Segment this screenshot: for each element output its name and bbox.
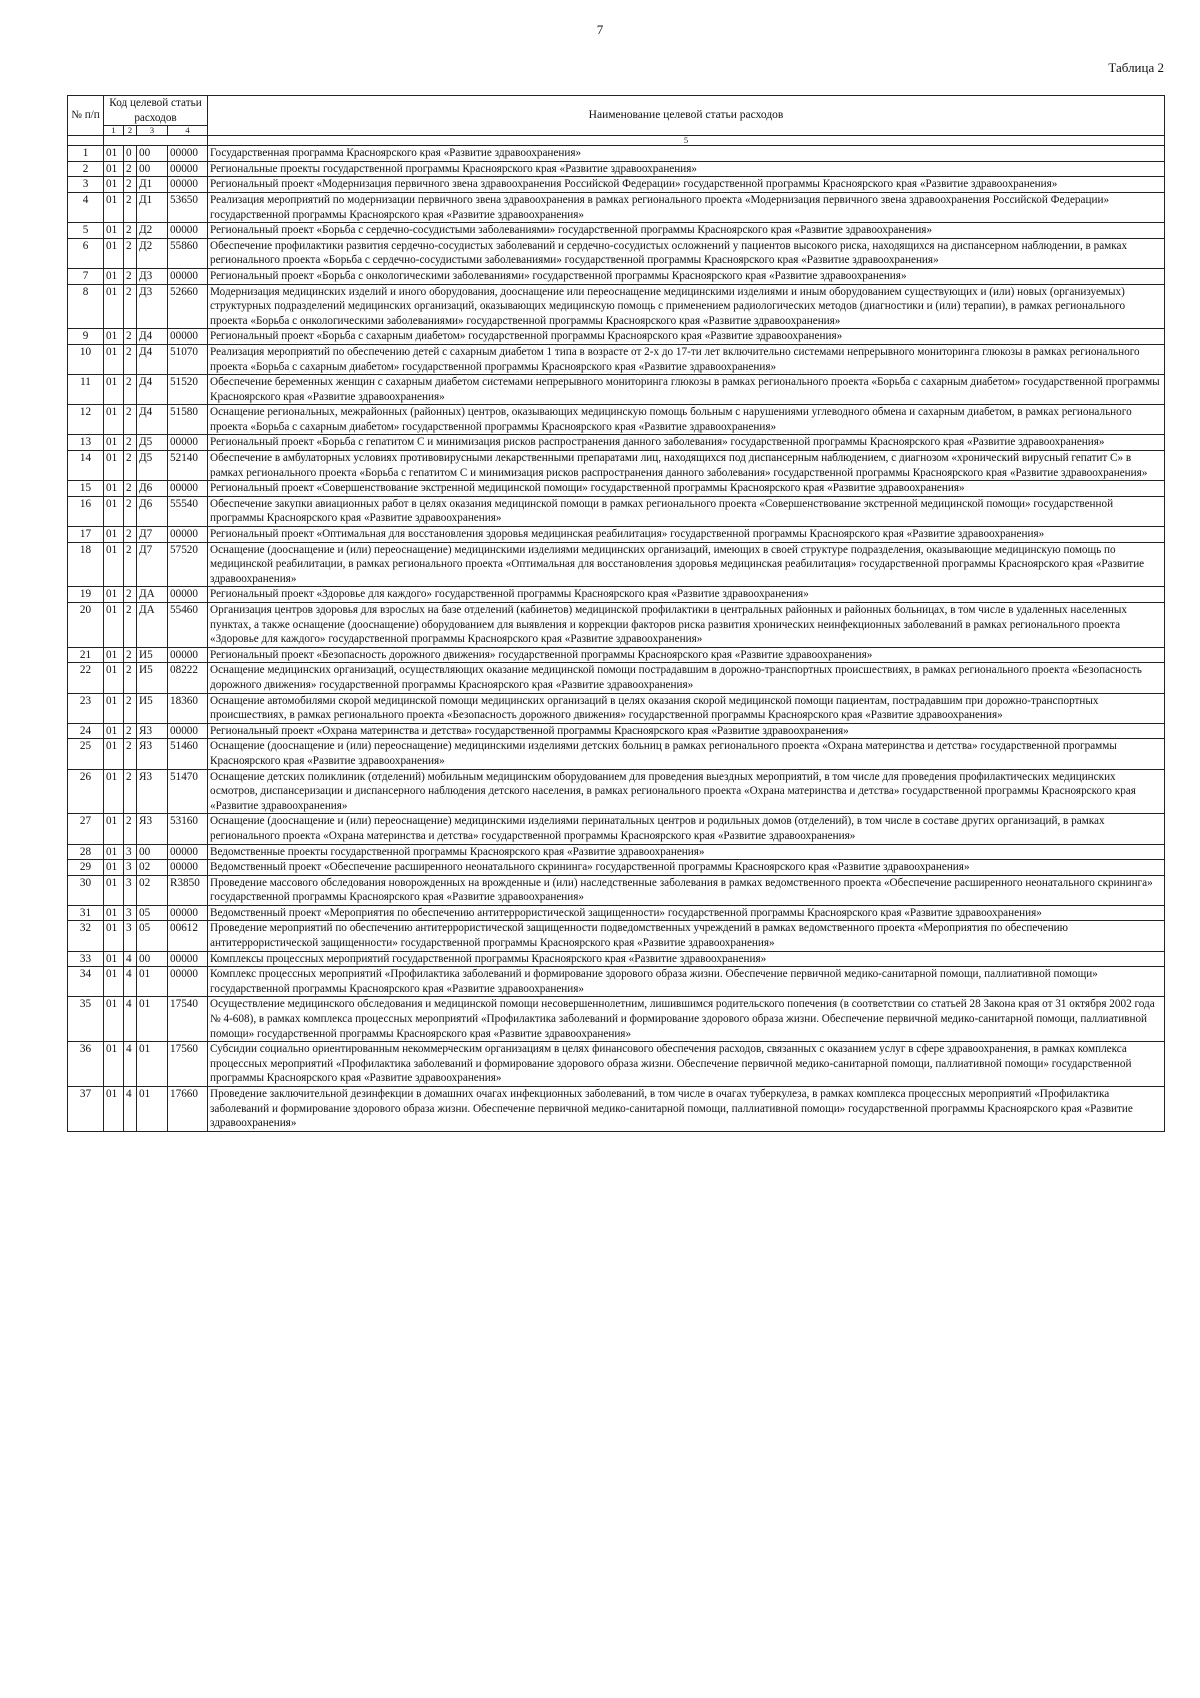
code-subprogram: 2 bbox=[124, 238, 137, 268]
code-program: 01 bbox=[104, 875, 124, 905]
code-subprogram: 2 bbox=[124, 375, 137, 405]
code-project: И5 bbox=[137, 647, 168, 663]
code-program: 01 bbox=[104, 647, 124, 663]
table-row bbox=[68, 860, 1165, 876]
code-direction: 00612 bbox=[168, 921, 208, 951]
code-direction: 51070 bbox=[168, 344, 208, 374]
code-subprogram: 0 bbox=[124, 146, 137, 162]
expenditure-name: Региональный проект «Борьба с сахарным диабетом» государственной программы Красноярского края «Развитие здравоохранения» bbox=[208, 329, 1165, 345]
code-subprogram: 4 bbox=[124, 1042, 137, 1087]
code-direction: 00000 bbox=[168, 587, 208, 603]
code-project: Д5 bbox=[137, 435, 168, 451]
column-number-empty bbox=[68, 136, 104, 146]
code-direction: 00000 bbox=[168, 967, 208, 997]
code-program: 01 bbox=[104, 1042, 124, 1087]
code-project: Д4 bbox=[137, 375, 168, 405]
code-subprogram: 2 bbox=[124, 647, 137, 663]
table-row bbox=[68, 967, 1165, 997]
row-number: 20 bbox=[68, 603, 104, 648]
expenditure-name: Обеспечение профилактики развития сердечно-сосудистых заболеваний и сердечно-сосудистых осложнений у пациентов высокого риска, находящихся на диспансерном наблюдении, в рамках регионального проекта «Борьба с сердечно-сосудистыми заболеваниями» государственной программы Красноярского края «Развитие здравоохранения» bbox=[208, 238, 1165, 268]
row-number: 28 bbox=[68, 844, 104, 860]
table-row bbox=[68, 192, 1165, 222]
code-direction: 17660 bbox=[168, 1087, 208, 1132]
code-project: Д1 bbox=[137, 177, 168, 193]
expenditure-name: Осуществление медицинского обследования и медицинской помощи несовершеннолетним, лишившимся родительского попечения (в соответствии со статьей 28 Закона края от 31 октября 2002 года № 4-608), в рамках комплекса процессных мероприятий «Профилактика заболеваний и формирование здорового образа жизни. Обеспечение первичной медико-санитарной помощи, паллиативной помощи» государственной программы Красноярского края «Развитие здравоохранения» bbox=[208, 997, 1165, 1042]
row-number: 17 bbox=[68, 527, 104, 543]
code-program: 01 bbox=[104, 951, 124, 967]
code-subprogram: 2 bbox=[124, 329, 137, 345]
row-number: 23 bbox=[68, 693, 104, 723]
table-row bbox=[68, 647, 1165, 663]
code-direction: 00000 bbox=[168, 435, 208, 451]
code-subprogram: 4 bbox=[124, 997, 137, 1042]
code-program: 01 bbox=[104, 997, 124, 1042]
code-program: 01 bbox=[104, 192, 124, 222]
table-row bbox=[68, 435, 1165, 451]
table-row bbox=[68, 951, 1165, 967]
code-subprogram: 3 bbox=[124, 921, 137, 951]
code-subprogram: 2 bbox=[124, 177, 137, 193]
expenditure-name: Региональный проект «Борьба с сердечно-сосудистыми заболеваниями» государственной программы Красноярского края «Развитие здравоохранения» bbox=[208, 223, 1165, 239]
code-subprogram: 4 bbox=[124, 967, 137, 997]
code-direction: 52660 bbox=[168, 284, 208, 329]
code-subprogram: 2 bbox=[124, 693, 137, 723]
header-code: Код целевой статьи расходов bbox=[104, 96, 208, 126]
row-number: 32 bbox=[68, 921, 104, 951]
code-program: 01 bbox=[104, 161, 124, 177]
column-number: 2 bbox=[124, 126, 137, 136]
code-direction: 53160 bbox=[168, 814, 208, 844]
code-project: Д4 bbox=[137, 329, 168, 345]
table-row bbox=[68, 663, 1165, 693]
code-project: Д5 bbox=[137, 451, 168, 481]
code-project: 00 bbox=[137, 844, 168, 860]
table-row bbox=[68, 844, 1165, 860]
row-number: 18 bbox=[68, 542, 104, 587]
expenditure-name: Оснащение автомобилями скорой медицинской помощи медицинских организаций в целях оказания скорой медицинской помощи пациентам, пострадавшим при дорожно-транспортных происшествиях, в рамках регионального проекта «Безопасность дорожного движения» государственной программы Красноярского края «Развитие здравоохранения» bbox=[208, 693, 1165, 723]
expenditure-name: Обеспечение беременных женщин с сахарным диабетом системами непрерывного мониторинга глюкозы в рамках регионального проекта «Борьба с сахарным диабетом» государственной программы Красноярского края «Развитие здравоохранения» bbox=[208, 375, 1165, 405]
table-label: Таблица 2 bbox=[1108, 60, 1164, 75]
row-number: 33 bbox=[68, 951, 104, 967]
row-number: 11 bbox=[68, 375, 104, 405]
code-program: 01 bbox=[104, 739, 124, 769]
code-program: 01 bbox=[104, 860, 124, 876]
code-project: ДА bbox=[137, 587, 168, 603]
code-direction: 18360 bbox=[168, 693, 208, 723]
code-program: 01 bbox=[104, 405, 124, 435]
row-number: 8 bbox=[68, 284, 104, 329]
expenditure-name: Реализация мероприятий по модернизации первичного звена здравоохранения в рамках регионального проекта «Модернизация первичного звена здравоохранения Российской Федерации» государственной программы Красноярского края «Развитие здравоохранения» bbox=[208, 192, 1165, 222]
expenditure-name: Региональный проект «Безопасность дорожного движения» государственной программы Красноярского края «Развитие здравоохранения» bbox=[208, 647, 1165, 663]
expenditure-name: Субсидии социально ориентированным некоммерческим организациям в целях финансового обеспечения расходов, связанных с оказанием услуг в сфере здравоохранения, в рамках комплекса процессных мероприятий «Профилактика заболеваний и формирование здорового образа жизни. Обеспечение первичной медико-санитарной помощи, паллиативной помощи» государственной программы Красноярского края «Развитие здравоохранения» bbox=[208, 1042, 1165, 1087]
code-subprogram: 2 bbox=[124, 814, 137, 844]
code-program: 01 bbox=[104, 844, 124, 860]
column-number: 3 bbox=[137, 126, 168, 136]
table-row bbox=[68, 921, 1165, 951]
code-direction: 51520 bbox=[168, 375, 208, 405]
expenditure-name: Региональный проект «Оптимальная для восстановления здоровья медицинская реабилитация» государственной программы Красноярского края «Развитие здравоохранения» bbox=[208, 527, 1165, 543]
code-program: 01 bbox=[104, 344, 124, 374]
code-subprogram: 2 bbox=[124, 161, 137, 177]
expenditure-table bbox=[67, 95, 1165, 1132]
table-body bbox=[68, 146, 1165, 1132]
row-number: 26 bbox=[68, 769, 104, 814]
code-direction: 51580 bbox=[168, 405, 208, 435]
table-row bbox=[68, 527, 1165, 543]
code-program: 01 bbox=[104, 284, 124, 329]
row-number: 16 bbox=[68, 496, 104, 526]
code-direction: 00000 bbox=[168, 723, 208, 739]
code-project: И5 bbox=[137, 663, 168, 693]
code-direction: 00000 bbox=[168, 527, 208, 543]
column-number-row-2 bbox=[68, 136, 1165, 146]
table-row bbox=[68, 723, 1165, 739]
code-project: Д6 bbox=[137, 496, 168, 526]
code-project: Д7 bbox=[137, 542, 168, 587]
expenditure-name: Оснащение (дооснащение и (или) переоснащение) медицинскими изделиями перинатальных центров и родильных домов (отделений), в том числе в составе других организаций, в рамках регионального проекта «Охрана материнства и детства» государственной программы Красноярского края «Развитие здравоохранения» bbox=[208, 814, 1165, 844]
code-program: 01 bbox=[104, 723, 124, 739]
row-number: 14 bbox=[68, 451, 104, 481]
code-project: 05 bbox=[137, 905, 168, 921]
expenditure-name: Комплексы процессных мероприятий государственной программы Красноярского края «Развитие здравоохранения» bbox=[208, 951, 1165, 967]
code-program: 01 bbox=[104, 1087, 124, 1132]
table-row bbox=[68, 329, 1165, 345]
code-project: Д4 bbox=[137, 344, 168, 374]
code-program: 01 bbox=[104, 223, 124, 239]
code-subprogram: 2 bbox=[124, 663, 137, 693]
code-subprogram: 2 bbox=[124, 603, 137, 648]
code-project: Я3 bbox=[137, 739, 168, 769]
row-number: 9 bbox=[68, 329, 104, 345]
code-project: 00 bbox=[137, 951, 168, 967]
expenditure-name: Региональный проект «Совершенствование экстренной медицинской помощи» государственной программы Красноярского края «Развитие здравоохранения» bbox=[208, 481, 1165, 497]
code-project: 02 bbox=[137, 860, 168, 876]
code-project: 01 bbox=[137, 967, 168, 997]
code-project: Д7 bbox=[137, 527, 168, 543]
code-direction: 51470 bbox=[168, 769, 208, 814]
expenditure-name: Государственная программа Красноярского края «Развитие здравоохранения» bbox=[208, 146, 1165, 162]
code-subprogram: 2 bbox=[124, 481, 137, 497]
code-direction: 00000 bbox=[168, 161, 208, 177]
column-number: 4 bbox=[168, 126, 208, 136]
table-row bbox=[68, 875, 1165, 905]
code-direction: 00000 bbox=[168, 647, 208, 663]
table-row bbox=[68, 375, 1165, 405]
table-row bbox=[68, 542, 1165, 587]
code-direction: 52140 bbox=[168, 451, 208, 481]
code-subprogram: 2 bbox=[124, 435, 137, 451]
column-number: 5 bbox=[208, 136, 1165, 146]
code-direction: 51460 bbox=[168, 739, 208, 769]
table-row bbox=[68, 587, 1165, 603]
row-number: 2 bbox=[68, 161, 104, 177]
code-program: 01 bbox=[104, 905, 124, 921]
code-direction: 00000 bbox=[168, 177, 208, 193]
code-project: Д4 bbox=[137, 405, 168, 435]
table-row bbox=[68, 238, 1165, 268]
code-direction: 00000 bbox=[168, 329, 208, 345]
code-project: 00 bbox=[137, 161, 168, 177]
table-row bbox=[68, 997, 1165, 1042]
code-direction: 55860 bbox=[168, 238, 208, 268]
row-number: 7 bbox=[68, 268, 104, 284]
code-subprogram: 2 bbox=[124, 268, 137, 284]
table-row bbox=[68, 814, 1165, 844]
code-direction: 00000 bbox=[168, 481, 208, 497]
code-direction: R3850 bbox=[168, 875, 208, 905]
code-program: 01 bbox=[104, 496, 124, 526]
code-project: Я3 bbox=[137, 769, 168, 814]
code-program: 01 bbox=[104, 435, 124, 451]
code-subprogram: 2 bbox=[124, 405, 137, 435]
code-direction: 55460 bbox=[168, 603, 208, 648]
code-project: Д3 bbox=[137, 284, 168, 329]
expenditure-name: Региональный проект «Борьба с гепатитом С и минимизация рисков распространения данного заболевания» государственной программы Красноярского края «Развитие здравоохранения» bbox=[208, 435, 1165, 451]
code-subprogram: 2 bbox=[124, 527, 137, 543]
code-subprogram: 2 bbox=[124, 192, 137, 222]
table-row bbox=[68, 146, 1165, 162]
expenditure-name: Модернизация медицинских изделий и иного оборудования, дооснащение или переоснащение медицинскими изделиями и иным оборудованием существующих и (или) новых (организуемых) структурных подразделений медицинских организаций, оказывающих медицинскую помощь с применением радиологических методов (диагностики и (или) терапии), в рамках регионального проекта «Борьба с онкологическими заболеваниями» государственной программы Красноярского края «Развитие здравоохранения» bbox=[208, 284, 1165, 329]
code-direction: 53650 bbox=[168, 192, 208, 222]
code-direction: 00000 bbox=[168, 860, 208, 876]
table-row bbox=[68, 451, 1165, 481]
table-row bbox=[68, 603, 1165, 648]
code-project: 01 bbox=[137, 1087, 168, 1132]
code-project: Д3 bbox=[137, 268, 168, 284]
expenditure-name: Региональный проект «Модернизация первичного звена здравоохранения Российской Федерации» государственной программы Красноярского края «Развитие здравоохранения» bbox=[208, 177, 1165, 193]
row-number: 29 bbox=[68, 860, 104, 876]
code-project: Д2 bbox=[137, 223, 168, 239]
table-row bbox=[68, 693, 1165, 723]
row-number: 37 bbox=[68, 1087, 104, 1132]
expenditure-name: Оснащение детских поликлиник (отделений) мобильным медицинским оборудованием для проведения выездных мероприятий, в том числе для проведения профилактических медицинских осмотров, диспансеризации и диспансерного наблюдения детского населения, в рамках регионального проекта «Охрана материнства и детства» государственной программы Красноярского края «Развитие здравоохранения» bbox=[208, 769, 1165, 814]
expenditure-name: Проведение мероприятий по обеспечению антитеррористической защищенности подведомственных учреждений в рамках ведомственного проекта «Мероприятия по обеспечению антитеррористической защищенности» государственной программы Красноярского края «Развитие здравоохранения» bbox=[208, 921, 1165, 951]
expenditure-name: Региональный проект «Охрана материнства и детства» государственной программы Красноярского края «Развитие здравоохранения» bbox=[208, 723, 1165, 739]
code-program: 01 bbox=[104, 921, 124, 951]
code-direction: 00000 bbox=[168, 146, 208, 162]
code-program: 01 bbox=[104, 177, 124, 193]
code-subprogram: 2 bbox=[124, 451, 137, 481]
code-subprogram: 3 bbox=[124, 875, 137, 905]
code-project: Я3 bbox=[137, 723, 168, 739]
code-program: 01 bbox=[104, 542, 124, 587]
row-number: 25 bbox=[68, 739, 104, 769]
header-name: Наименование целевой статьи расходов bbox=[208, 96, 1165, 136]
code-subprogram: 2 bbox=[124, 496, 137, 526]
row-number: 24 bbox=[68, 723, 104, 739]
table-row bbox=[68, 1087, 1165, 1132]
table-row bbox=[68, 223, 1165, 239]
expenditure-name: Обеспечение закупки авиационных работ в целях оказания медицинской помощи в рамках регионального проекта «Совершенствование экстренной медицинской помощи» государственной программы Красноярского края «Развитие здравоохранения» bbox=[208, 496, 1165, 526]
code-project: Д1 bbox=[137, 192, 168, 222]
table-row bbox=[68, 905, 1165, 921]
expenditure-name: Ведомственные проекты государственной программы Красноярского края «Развитие здравоохранения» bbox=[208, 844, 1165, 860]
code-subprogram: 2 bbox=[124, 723, 137, 739]
row-number: 31 bbox=[68, 905, 104, 921]
row-number: 15 bbox=[68, 481, 104, 497]
table-row bbox=[68, 739, 1165, 769]
code-subprogram: 2 bbox=[124, 542, 137, 587]
expenditure-name: Оснащение медицинских организаций, осуществляющих оказание медицинской помощи пострадавшим в дорожно-транспортных происшествиях, в рамках регионального проекта «Безопасность дорожного движения» государственной программы Красноярского края «Развитие здравоохранения» bbox=[208, 663, 1165, 693]
code-direction: 00000 bbox=[168, 905, 208, 921]
expenditure-name: Региональный проект «Здоровье для каждого» государственной программы Красноярского края «Развитие здравоохранения» bbox=[208, 587, 1165, 603]
code-project: И5 bbox=[137, 693, 168, 723]
expenditure-name: Оснащение региональных, межрайонных (районных) центров, оказывающих медицинскую помощь больным с нарушениями углеводного обмена и сахарным диабетом, в рамках регионального проекта «Борьба с сахарным диабетом» государственной программы Красноярского края «Развитие здравоохранения» bbox=[208, 405, 1165, 435]
row-number: 30 bbox=[68, 875, 104, 905]
code-subprogram: 2 bbox=[124, 284, 137, 329]
row-number: 13 bbox=[68, 435, 104, 451]
code-project: 01 bbox=[137, 997, 168, 1042]
expenditure-name: Региональный проект «Борьба с онкологическими заболеваниями» государственной программы Красноярского края «Развитие здравоохранения» bbox=[208, 268, 1165, 284]
row-number: 10 bbox=[68, 344, 104, 374]
row-number: 3 bbox=[68, 177, 104, 193]
code-program: 01 bbox=[104, 238, 124, 268]
header-row bbox=[68, 96, 1165, 126]
table-row bbox=[68, 769, 1165, 814]
code-subprogram: 2 bbox=[124, 739, 137, 769]
table-row bbox=[68, 1042, 1165, 1087]
code-subprogram: 2 bbox=[124, 587, 137, 603]
code-project: 05 bbox=[137, 921, 168, 951]
code-program: 01 bbox=[104, 603, 124, 648]
code-direction: 17540 bbox=[168, 997, 208, 1042]
row-number: 21 bbox=[68, 647, 104, 663]
expenditure-name: Комплекс процессных мероприятий «Профилактика заболеваний и формирование здорового образа жизни. Обеспечение первичной медико-санитарной помощи, паллиативной помощи» государственной программы Красноярского края «Развитие здравоохранения» bbox=[208, 967, 1165, 997]
table-row bbox=[68, 161, 1165, 177]
code-project: Д2 bbox=[137, 238, 168, 268]
code-program: 01 bbox=[104, 814, 124, 844]
code-project: 01 bbox=[137, 1042, 168, 1087]
table-row bbox=[68, 177, 1165, 193]
code-program: 01 bbox=[104, 268, 124, 284]
expenditure-name: Оснащение (дооснащение и (или) переоснащение) медицинскими изделиями детских больниц в рамках регионального проекта «Охрана материнства и детства» государственной программы Красноярского края «Развитие здравоохранения» bbox=[208, 739, 1165, 769]
code-subprogram: 3 bbox=[124, 860, 137, 876]
expenditure-name: Оснащение (дооснащение и (или) переоснащение) медицинскими изделиями медицинских организаций, имеющих в своей структуре подразделения, оказывающие медицинскую помощь по медицинской реабилитации, в рамках регионального проекта «Оптимальная для восстановления здоровья медицинская реабилитация» государственной программы Красноярского края «Развитие здравоохранения» bbox=[208, 542, 1165, 587]
code-direction: 00000 bbox=[168, 844, 208, 860]
code-direction: 08222 bbox=[168, 663, 208, 693]
expenditure-name: Ведомственный проект «Обеспечение расширенного неонатального скрининга» государственной программы Красноярского края «Развитие здравоохранения» bbox=[208, 860, 1165, 876]
code-direction: 00000 bbox=[168, 268, 208, 284]
expenditure-name: Реализация мероприятий по обеспечению детей с сахарным диабетом 1 типа в возрасте от 2-х до 17-ти лет включительно системами непрерывного мониторинга глюкозы в рамках регионального проекта «Борьба с сахарным диабетом» государственной программы Красноярского края «Развитие здравоохранения» bbox=[208, 344, 1165, 374]
header-num: № п/п bbox=[68, 96, 104, 136]
code-subprogram: 4 bbox=[124, 951, 137, 967]
page-number: 7 bbox=[596, 22, 604, 37]
row-number: 22 bbox=[68, 663, 104, 693]
code-program: 01 bbox=[104, 451, 124, 481]
row-number: 27 bbox=[68, 814, 104, 844]
column-number-empty bbox=[104, 136, 208, 146]
code-program: 01 bbox=[104, 769, 124, 814]
code-direction: 57520 bbox=[168, 542, 208, 587]
code-program: 01 bbox=[104, 663, 124, 693]
code-program: 01 bbox=[104, 146, 124, 162]
code-direction: 17560 bbox=[168, 1042, 208, 1087]
expenditure-name: Проведение массового обследования новорожденных на врожденные и (или) наследственные заболевания в рамках ведомственного проекта «Обеспечение расширенного неонатального скрининга» государственной программы Красноярского края «Развитие здравоохранения» bbox=[208, 875, 1165, 905]
code-direction: 55540 bbox=[168, 496, 208, 526]
row-number: 36 bbox=[68, 1042, 104, 1087]
code-project: 00 bbox=[137, 146, 168, 162]
code-project: Д6 bbox=[137, 481, 168, 497]
expenditure-name: Обеспечение в амбулаторных условиях противовирусными лекарственными препаратами лиц, находящихся под диспансерным наблюдением, с диагнозом «хронический вирусный гепатит С» в рамках регионального проекта «Борьба с гепатитом С и минимизация рисков распространения данного заболевания» государственной программы Красноярского края «Развитие здравоохранения» bbox=[208, 451, 1165, 481]
row-number: 6 bbox=[68, 238, 104, 268]
code-program: 01 bbox=[104, 527, 124, 543]
expenditure-name: Региональные проекты государственной программы Красноярского края «Развитие здравоохранения» bbox=[208, 161, 1165, 177]
code-project: Я3 bbox=[137, 814, 168, 844]
code-program: 01 bbox=[104, 481, 124, 497]
code-subprogram: 2 bbox=[124, 344, 137, 374]
table-row bbox=[68, 268, 1165, 284]
code-subprogram: 4 bbox=[124, 1087, 137, 1132]
row-number: 12 bbox=[68, 405, 104, 435]
expenditure-name: Организация центров здоровья для взрослых на базе отделений (кабинетов) медицинской профилактики в центральных районных и районных больницах, в том числе в удаленных населенных пунктах, а также оснащение (дооснащение) оборудованием для выявления и коррекции факторов риска развития хронических неинфекционных заболеваний в рамках регионального проекта «Здоровье для каждого» государственной программы Красноярского края «Развитие здравоохранения» bbox=[208, 603, 1165, 648]
code-direction: 00000 bbox=[168, 223, 208, 239]
row-number: 4 bbox=[68, 192, 104, 222]
code-program: 01 bbox=[104, 587, 124, 603]
row-number: 5 bbox=[68, 223, 104, 239]
table-row bbox=[68, 496, 1165, 526]
table-row bbox=[68, 344, 1165, 374]
column-number: 1 bbox=[104, 126, 124, 136]
table-row bbox=[68, 481, 1165, 497]
table-row bbox=[68, 284, 1165, 329]
code-project: ДА bbox=[137, 603, 168, 648]
row-number: 1 bbox=[68, 146, 104, 162]
code-program: 01 bbox=[104, 967, 124, 997]
code-project: 02 bbox=[137, 875, 168, 905]
code-program: 01 bbox=[104, 329, 124, 345]
code-subprogram: 3 bbox=[124, 844, 137, 860]
row-number: 19 bbox=[68, 587, 104, 603]
table-row bbox=[68, 405, 1165, 435]
row-number: 35 bbox=[68, 997, 104, 1042]
code-subprogram: 2 bbox=[124, 223, 137, 239]
expenditure-name: Ведомственный проект «Мероприятия по обеспечению антитеррористической защищенности» государственной программы Красноярского края «Развитие здравоохранения» bbox=[208, 905, 1165, 921]
code-subprogram: 3 bbox=[124, 905, 137, 921]
code-direction: 00000 bbox=[168, 951, 208, 967]
row-number: 34 bbox=[68, 967, 104, 997]
code-subprogram: 2 bbox=[124, 769, 137, 814]
expenditure-name: Проведение заключительной дезинфекции в домашних очагах инфекционных заболеваний, в том числе в очагах туберкулеза, в рамках комплекса процессных мероприятий «Профилактика заболеваний и формирование здорового образа жизни. Обеспечение первичной медико-санитарной помощи, паллиативной помощи» государственной программы Красноярского края «Развитие здравоохранения» bbox=[208, 1087, 1165, 1132]
code-program: 01 bbox=[104, 693, 124, 723]
code-program: 01 bbox=[104, 375, 124, 405]
